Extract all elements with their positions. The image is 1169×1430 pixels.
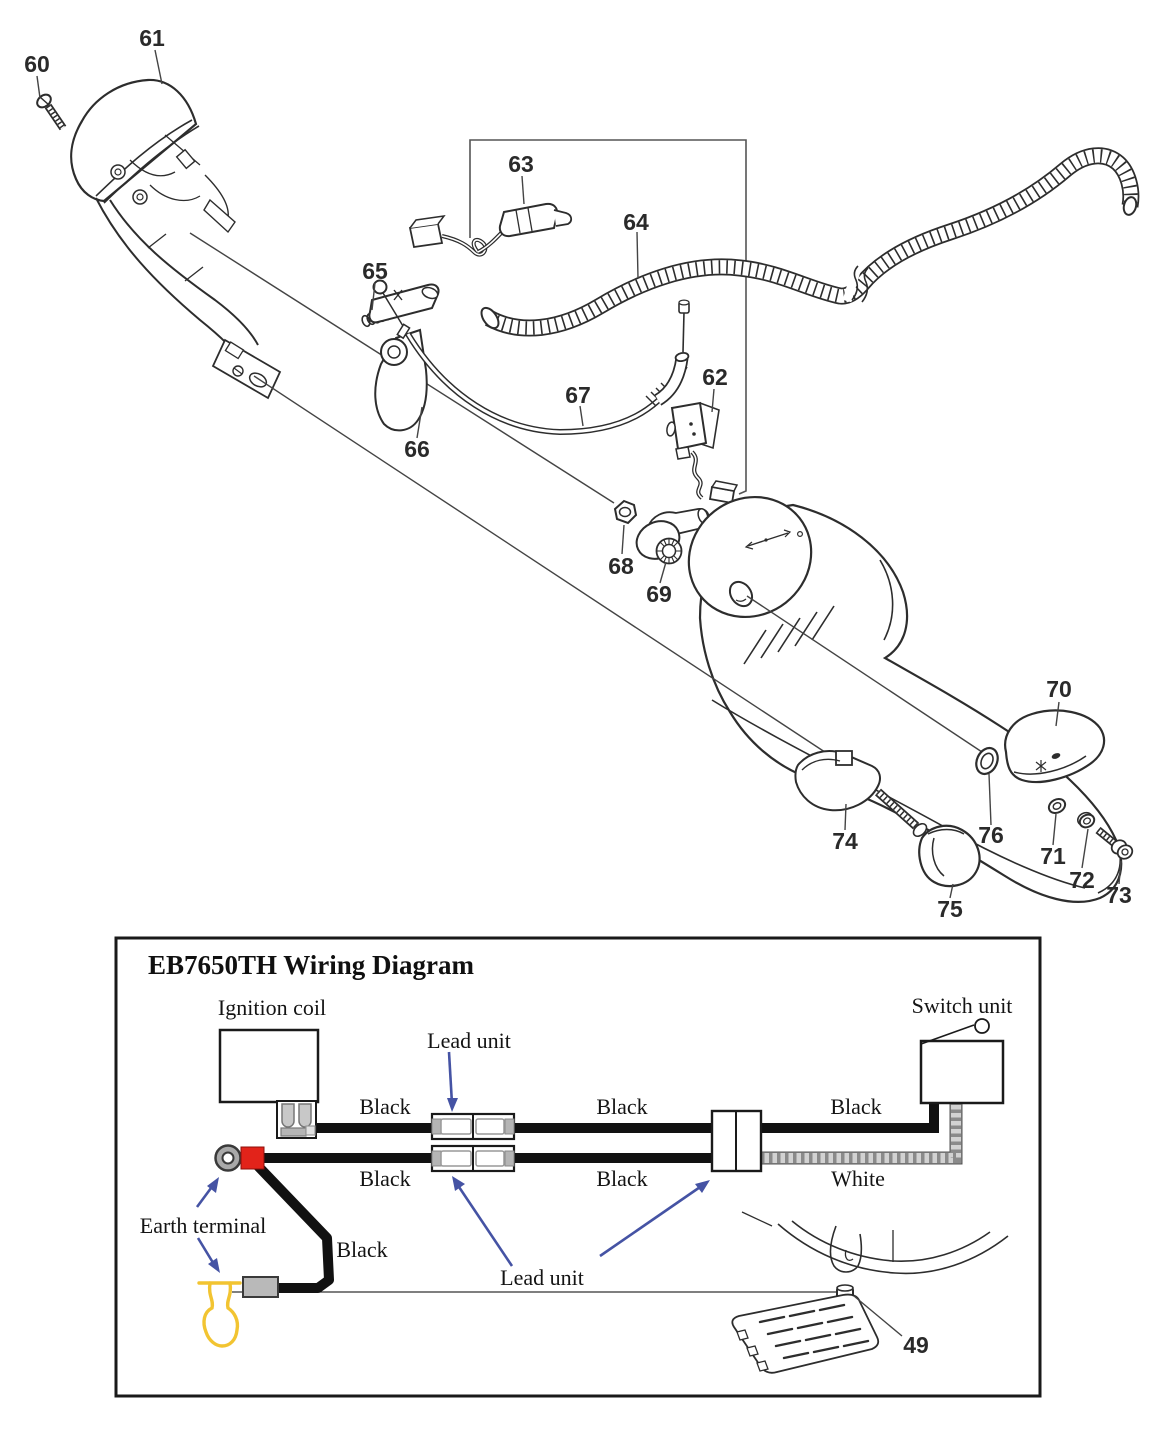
wire-label-white: White (831, 1166, 885, 1191)
wire-label-black-top-mid: Black (596, 1094, 648, 1119)
part-60-screw (35, 92, 63, 128)
part-label-71: 71 (1040, 843, 1066, 869)
wire-label-black-top-right: Black (830, 1094, 882, 1119)
red-crimp (241, 1147, 264, 1169)
wiring-title: EB7650TH Wiring Diagram (148, 950, 475, 980)
wiring-diagram (116, 938, 1040, 1396)
part-label-64: 64 (623, 209, 649, 235)
ignition-coil-label: Ignition coil (217, 995, 327, 1020)
part-label-73: 73 (1106, 882, 1132, 908)
wire-label-black-bottom-mid: Black (596, 1166, 648, 1191)
part-label-60: 60 (24, 51, 50, 77)
part-62-switch-unit (666, 403, 737, 503)
switch-unit-label: Switch unit (911, 993, 1013, 1018)
lead-unit-connector-top (432, 1114, 514, 1139)
part-label-67: 67 (565, 382, 591, 408)
part-label-49: 49 (903, 1332, 929, 1358)
part-64-flexible-conduit (478, 156, 1138, 331)
part-label-70: 70 (1046, 676, 1072, 702)
part-label-63: 63 (508, 151, 534, 177)
part-63-spark-plug-lead (410, 204, 571, 255)
part-label-75: 75 (937, 896, 963, 922)
part-label-74: 74 (832, 828, 858, 854)
part-label-62: 62 (702, 364, 728, 390)
wire-label-black-top-left: Black (359, 1094, 411, 1119)
part-68-nut (615, 501, 636, 523)
lead-unit-label-top: Lead unit (427, 1028, 511, 1053)
part-66-throttle-trigger (369, 285, 439, 431)
part-label-76: 76 (978, 822, 1004, 848)
wire-label-black-bottom-left: Black (359, 1166, 411, 1191)
part-label-69: 69 (646, 581, 672, 607)
earth-spade-connector (243, 1277, 278, 1297)
part-label-66: 66 (404, 436, 430, 462)
part-61-handle-housing (71, 80, 280, 398)
wire-label-black-earth: Black (336, 1237, 388, 1262)
lead-unit-connector-bottom (432, 1146, 514, 1171)
switch-plunger (975, 1019, 989, 1033)
part-label-68: 68 (608, 553, 634, 579)
part-label-72: 72 (1069, 867, 1095, 893)
mid-connector (712, 1111, 761, 1171)
part-label-61: 61 (139, 25, 165, 51)
earth-terminal-label: Earth terminal (139, 1213, 267, 1238)
part-70-lever (1005, 710, 1104, 782)
lead-unit-label-bottom: Lead unit (500, 1265, 584, 1290)
part-label-65: 65 (362, 258, 388, 284)
